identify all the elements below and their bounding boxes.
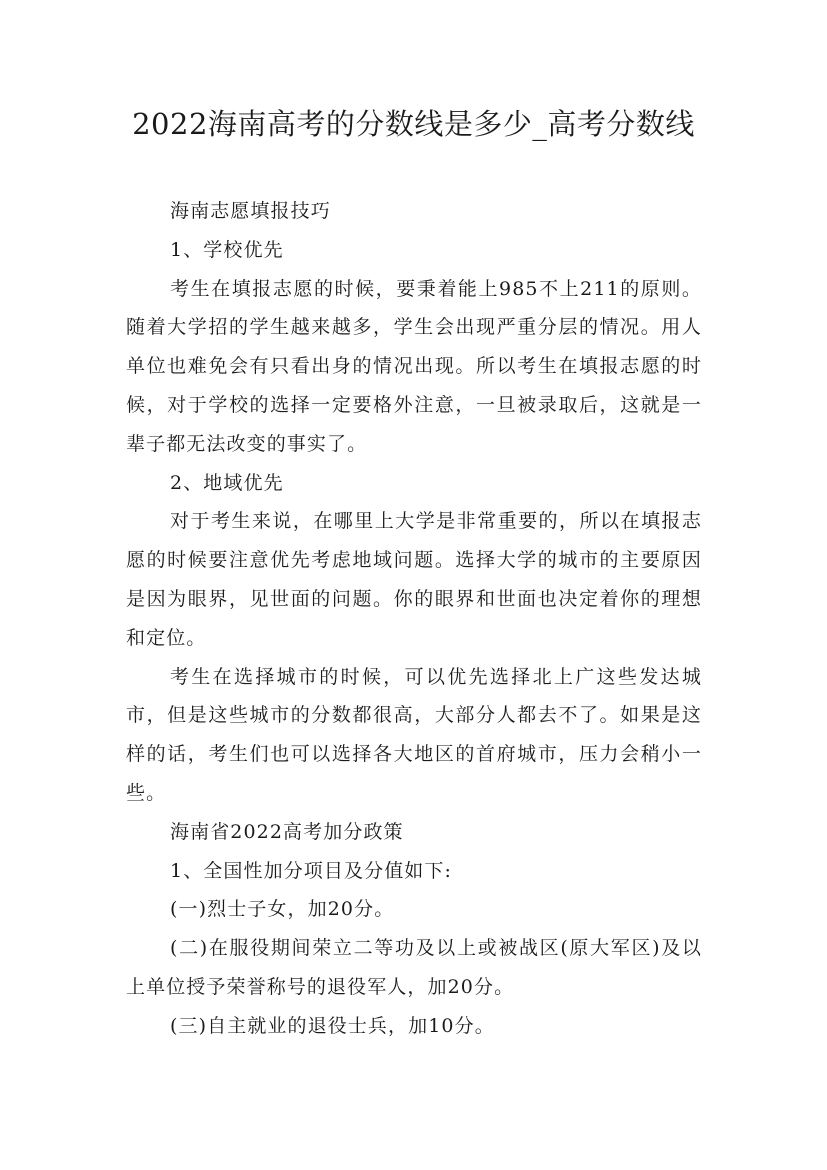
document-body xyxy=(126,192,702,1046)
document-title: 2022海南高考的分数线是多少_高考分数线 xyxy=(132,107,695,141)
list-item-school-first: 1、学校优先 xyxy=(170,238,284,261)
bonus-item-1: (一)烈士子女，加20分。 xyxy=(170,898,395,921)
bonus-item-2: (二)在服役期间荣立二等功及以上或被战区(原大军区)及以上单位授予荣誉称号的退役军人，加20分。 xyxy=(126,937,702,998)
paragraph-school-first: 考生在填报志愿的时候，要秉着能上985不上211的原则。随着大学招的学生越来越多，学生会出现严重分层的情况。用人单位也难免会有只看出身的情况出现。所以考生在填报志愿的时候，对于学校的选择一定要格外注意，一旦被录取后，这就是一辈子都无法改变的事实了。 xyxy=(126,277,702,455)
paragraph-region-first: 对于考生来说，在哪里上大学是非常重要的，所以在填报志愿的时候要注意优先考虑地域问题。选择大学的城市的主要原因是因为眼界，见世面的问题。你的眼界和世面也决定着你的理想和定位。 xyxy=(126,510,702,649)
list-item-national-bonus: 1、全国性加分项目及分值如下: xyxy=(170,859,452,882)
paragraph-city-choice: 考生在选择城市的时候，可以优先选择北上广这些发达城市，但是这些城市的分数都很高，大部分人都去不了。如果是这样的话，考生们也可以选择各大地区的首府城市，压力会稍小一些。 xyxy=(126,665,702,804)
section-heading-tips: 海南志愿填报技巧 xyxy=(170,200,331,222)
list-item-region-first: 2、地域优先 xyxy=(170,471,284,494)
bonus-item-3: (三)自主就业的退役士兵，加10分。 xyxy=(170,1014,495,1037)
section-heading-bonus-policy: 海南省2022高考加分政策 xyxy=(170,820,404,843)
